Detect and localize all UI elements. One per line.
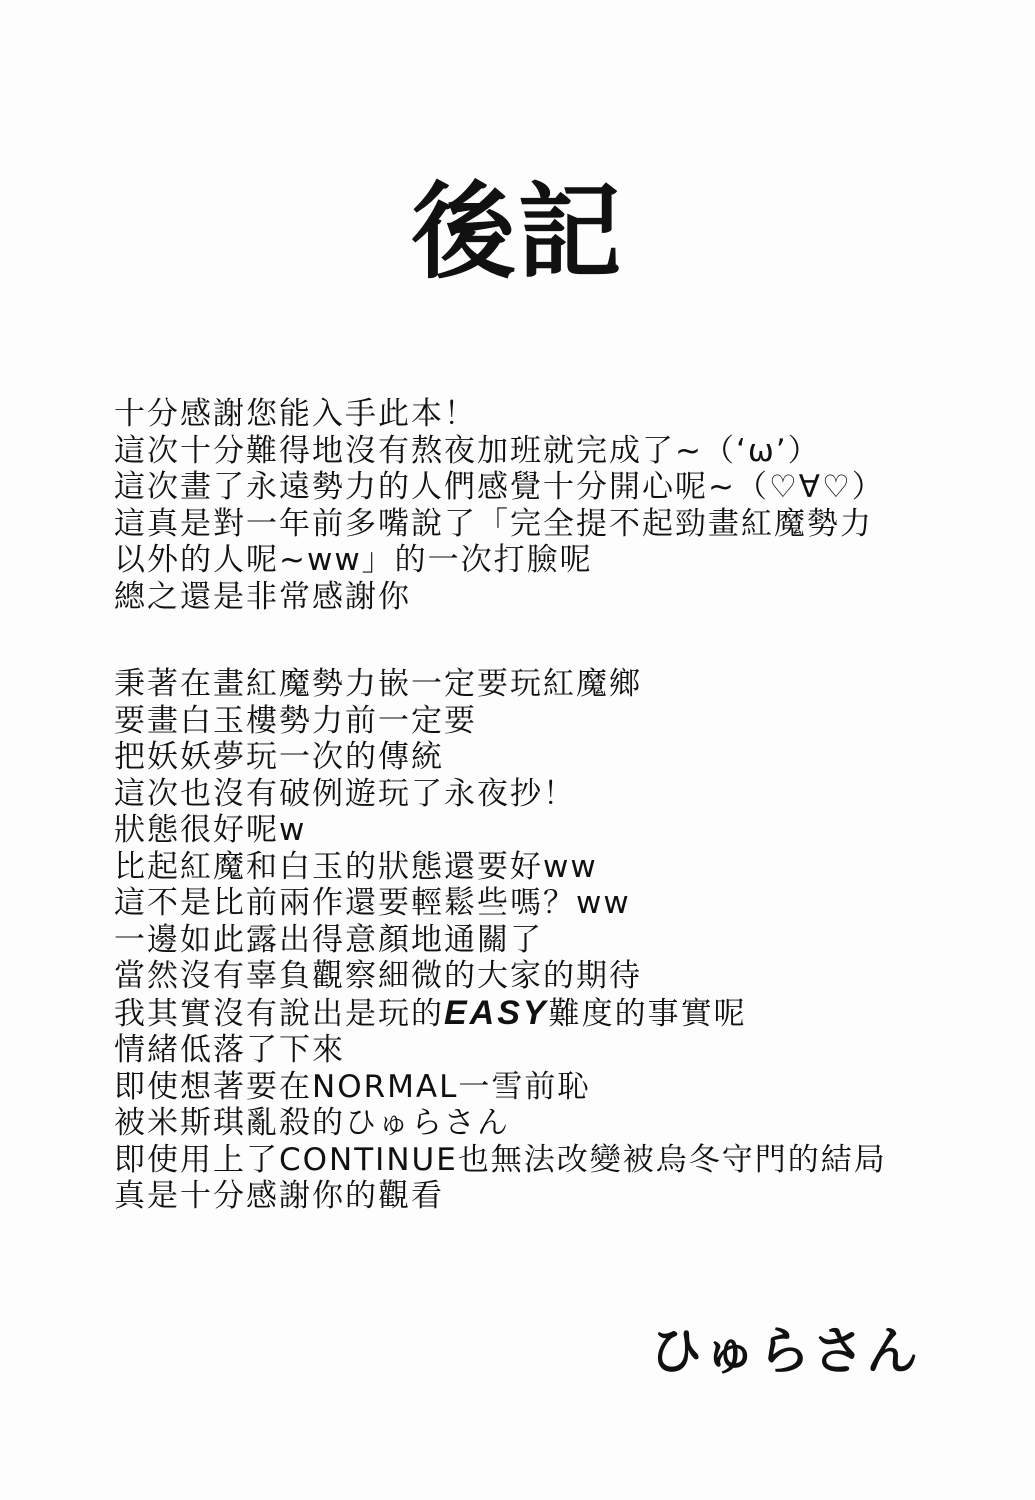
paragraph-game-story [114, 666, 1014, 1215]
text-line: 這次也沒有破例遊玩了永夜抄！ [114, 775, 576, 812]
text-line: 即使想著要在NORMAL一雪前恥 [114, 1068, 591, 1105]
text-line: 秉著在畫紅魔勢力嵌一定要玩紅魔鄉 [114, 666, 642, 702]
text-line: 要畫白玉樓勢力前一定要 [114, 702, 477, 739]
text-line: 把妖妖夢玩一次的傳統 [114, 739, 444, 775]
text-line: 總之還是非常感謝你 [114, 578, 411, 615]
easy-line-before: 我其實沒有說出是玩的 [114, 995, 444, 1032]
text-line: 十分感謝您能入手此本！ [114, 396, 477, 432]
page-title: 後記 [411, 171, 624, 293]
paragraph-thanks [114, 396, 1014, 615]
text-line: 這不是比前兩作還要輕鬆些嗎？ww [114, 885, 631, 921]
text-line: 真是十分感謝你的觀看 [114, 1178, 444, 1214]
text-line: 被米斯琪亂殺的ひゅらさん [114, 1105, 510, 1141]
text-line: 這次畫了永遠勢力的人們感覺十分開心呢~（♡∀♡） [114, 469, 885, 505]
text-line: 這次十分難得地沒有熬夜加班就完成了~（‘ω’） [114, 432, 821, 469]
easy-line-after: 難度的事實呢 [548, 995, 747, 1032]
text-line: 情緒低落了下來 [114, 1032, 345, 1068]
text-line: 這真是對一年前多嘴說了「完全提不起勁畫紅魔勢力 [114, 505, 873, 542]
author-signature: ひゅらさん [650, 1322, 921, 1382]
text-line: 即使用上了CONTINUE也無法改變被烏冬守門的結局 [114, 1141, 887, 1178]
easy-emphasis: EASY [444, 993, 549, 1032]
text-line: 當然沒有辜負觀察細微的大家的期待 [114, 958, 642, 994]
easy-line [114, 995, 1014, 1033]
text-line: 一邊如此露出得意顏地通關了 [114, 921, 543, 958]
text-line: 狀態很好呢w [114, 812, 307, 848]
text-line: 比起紅魔和白玉的狀態還要好ww [114, 848, 598, 885]
text-line: 以外的人呢~ww」的一次打臉呢 [114, 542, 593, 578]
